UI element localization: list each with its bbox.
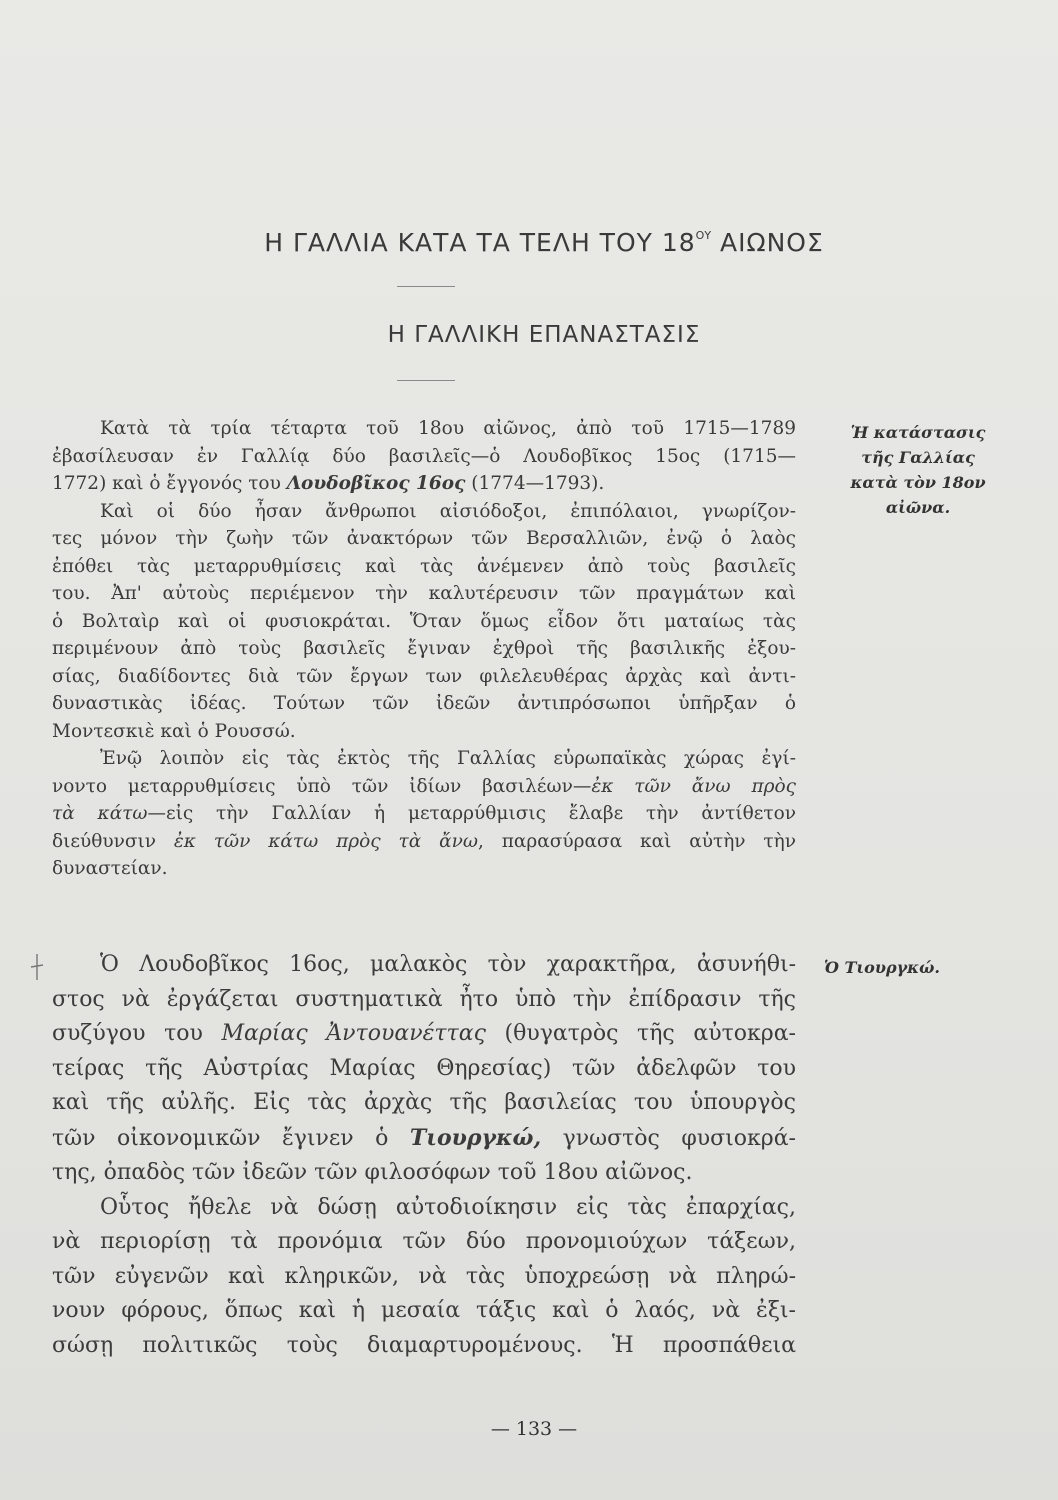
paragraph: [52, 498, 796, 746]
text-line: ἐβασίλευσαν ἐν Γαλλίᾳ δύο βασιλεῖς—ὁ Λουδοβῖκος 15ος (1715—: [52, 445, 796, 467]
title-divider: [397, 286, 455, 287]
text-fragment: , παρασύρασα καὶ αὐτὴν τὴν: [477, 830, 796, 852]
text-line: [52, 828, 796, 856]
text-block-louis-xvi: [52, 948, 796, 1363]
text-line: στος νὰ ἐργάζεται συστηματικὰ ἦτο ὑπὸ τὴν ἐπίδρασιν τῆς: [52, 986, 796, 1012]
text-fragment: (θυγατρὸς τῆς αὐτοκρα-: [485, 1021, 796, 1046]
text-fragment: (1774—1793).: [465, 473, 605, 494]
text-line: της, ὀπαδὸς τῶν ἰδεῶν τῶν φιλοσόφων τοῦ 18ου αἰῶνος.: [52, 1160, 693, 1185]
text-fragment: συζύγου του: [52, 1021, 222, 1046]
paragraph: [52, 948, 796, 1191]
text-line: [52, 1017, 796, 1052]
text-line: Μοντεσκιὲ καὶ ὁ Ρουσσώ.: [52, 720, 296, 742]
emphasis-turgot: Τιουργκώ,: [409, 1124, 542, 1151]
section-title: Η ΓΑΛΛΙΚΗ ΕΠΑΝΑΣΤΑΣΙΣ: [387, 322, 701, 348]
emphasis-louis-xvi: Λουδοβῖκος 16ος: [286, 473, 466, 494]
text-line: Οὗτος ἤθελε νὰ δώσῃ αὐτοδιοίκησιν εἰς τὰς ἐπαρχίας,: [100, 1194, 796, 1220]
text-line: καὶ τῆς αὐλῆς. Εἰς τὰς ἀρχὰς τῆς βασιλείας του ὑπουργὸς: [52, 1090, 796, 1115]
emphasis-top-down: ἐκ τῶν ἄνω πρὸς: [591, 775, 796, 797]
text-line: Ὁ Λουδοβῖκος 16ος, μαλακὸς τὸν χαρακτῆρα, ἀσυνήθι-: [100, 952, 796, 977]
text-fragment: τῶν οἰκονομικῶν ἔγινεν ὁ: [52, 1125, 410, 1151]
margin-note-line: Ἡ κατάστασις: [850, 423, 986, 442]
emphasis-top-down-end: τὰ κάτω: [52, 803, 148, 824]
text-line: τες μόνον τὴν ζωὴν τῶν ἀνακτόρων τῶν Βερσαλλιῶν, ἐνῷ ὁ λαὸς: [52, 528, 796, 549]
paragraph: [52, 415, 796, 498]
emphasis-bottom-up: ἐκ τῶν κάτω πρὸς τὰ ἄνω: [173, 830, 478, 852]
emphasis-marie-antoinette: Μαρίας Ἀντουανέττας: [221, 1021, 486, 1046]
chapter-title-superscript: ΟΥ: [695, 229, 712, 242]
text-line: του. Ἀπ' αὐτοὺς περιέμενον τὴν καλυτέρευσιν τῶν πραγμάτων καὶ: [52, 583, 796, 604]
text-fragment: διεύθυνσιν: [52, 830, 174, 852]
text-line: Καὶ οἱ δύο ἦσαν ἄνθρωποι αἰσιόδοξοι, ἐπιπόλαιοι, γνωρίζον-: [100, 500, 796, 522]
text-line: Κατὰ τὰ τρία τέταρτα τοῦ 18ου αἰῶνος, ἀπὸ τοῦ 1715—1789: [100, 418, 796, 439]
text-line: [52, 800, 796, 828]
text-line: περιμένουν ἀπὸ τοὺς βασιλεῖς ἔγιναν ἐχθροὶ τῆς βασιλικῆς ἐξου-: [52, 638, 796, 659]
text-line: δυναστείαν.: [52, 858, 168, 879]
margin-note-line: αἰῶνα.: [885, 498, 951, 517]
chapter-title-end: ΑΙΩΝΟΣ: [711, 228, 824, 257]
text-line: [52, 1121, 796, 1157]
margin-note-line: κατὰ τὸν 18ον: [850, 473, 986, 492]
text-fragment: 1772) καὶ ὁ ἔγγονός του: [52, 473, 287, 494]
text-line: νὰ περιορίσῃ τὰ προνόμια τῶν δύο προνομιούχων τάξεων,: [52, 1229, 796, 1254]
margin-note-turgot: Ὁ Τιουργκώ.: [824, 958, 940, 977]
text-line: τῶν εὐγενῶν καὶ κληρικῶν, νὰ τὰς ὑποχρεώσῃ νὰ πληρώ-: [52, 1263, 796, 1289]
margin-note-france-state: [818, 420, 1018, 520]
paragraph: [52, 1191, 796, 1364]
text-fragment: νοντο μεταρρυθμίσεις ὑπὸ τῶν ἰδίων βασιλέων—: [52, 775, 592, 797]
text-fragment: γνωστὸς φυσιοκρά-: [541, 1125, 796, 1151]
pencil-mark-icon: [30, 952, 44, 982]
text-line: τείρας τῆς Αὐστρίας Μαρίας Θηρεσίας) τῶν ἀδελφῶν του: [52, 1055, 796, 1081]
text-line: ἐπόθει τὰς μεταρρυθμίσεις καὶ τὰς ἀνέμενεν ἀπὸ τοὺς βασιλεῖς: [52, 555, 796, 577]
page-number: — 133 —: [490, 1418, 578, 1440]
chapter-title-main: Η ΓΑΛΛΙΑ ΚΑΤΑ ΤΑ ΤΕΛΗ ΤΟΥ 18: [264, 228, 696, 257]
text-line: σίας, διαδίδοντες διὰ τῶν ἔργων των φιλελευθέρας ἀρχὰς καὶ ἀντι-: [52, 665, 796, 687]
text-line: [52, 470, 796, 498]
text-line: σώσῃ πολιτικῶς τοὺς διαμαρτυρομένους. Ἡ προσπάθεια: [52, 1332, 796, 1358]
text-line: [52, 773, 796, 801]
paragraph: [52, 745, 796, 883]
section-divider: [397, 380, 455, 381]
chapter-title: [0, 228, 1058, 257]
text-line: νουν φόρους, ὅπως καὶ ἡ μεσαία τάξις καὶ ὁ λαός, νὰ ἐξι-: [52, 1298, 796, 1323]
text-line: δυναστικὰς ἰδέας. Τούτων τῶν ἰδεῶν ἀντιπρόσωποι ὑπῆρξαν ὁ: [52, 693, 796, 714]
text-line: ὁ Βολταὶρ καὶ οἱ φυσιοκράται. Ὅταν ὅμως εἶδον ὅτι ματαίως τὰς: [52, 610, 796, 632]
text-fragment: —εἰς τὴν Γαλλίαν ἡ μεταρρύθμισις ἔλαβε τὴν ἀντίθετον: [147, 803, 796, 824]
text-block-intro: [52, 415, 796, 883]
text-line: Ἐνῷ λοιπὸν εἰς τὰς ἐκτὸς τῆς Γαλλίας εὐρωπαϊκὰς χώρας ἐγί-: [100, 748, 796, 769]
margin-note-line: τῆς Γαλλίας: [861, 448, 975, 467]
